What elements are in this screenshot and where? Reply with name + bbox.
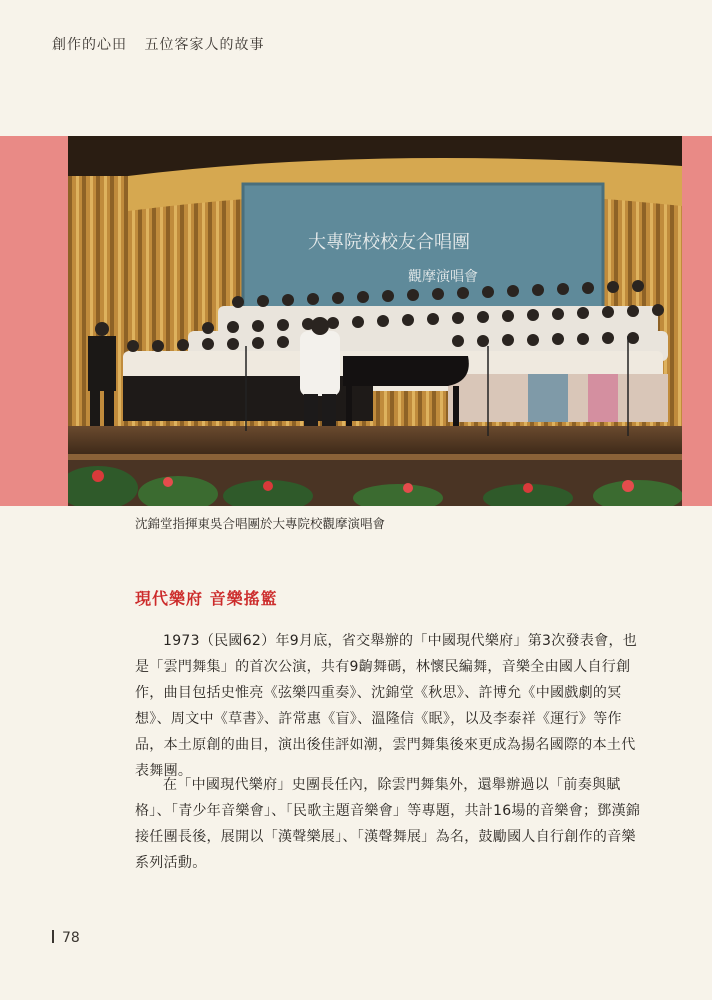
concert-photo: [68, 136, 682, 506]
folio-bar: [52, 930, 54, 943]
running-header: [52, 34, 264, 54]
book-title: 創作的心田: [52, 37, 127, 53]
chapter-title: 五位客家人的故事: [144, 37, 265, 53]
body-paragraph-1: 1973（民國62）年9月底，省交舉辦的「中國現代樂府」第3次發表會，也是「雲門舞集」的首次公演，共有9齣舞碼，林懷民編舞，音樂全由國人自行創作，曲目包括史惟亮《弦樂四重奏》、沈錦堂《秋思》、許博允《中國戲劇的冥想》、周文中《草書》、許常惠《盲》、溫隆信《眠》，以及李泰祥《運行》等作品，本土原創的曲目，演出後佳評如潮，雲門舞集後來更成為揚名國際的本土代表舞團。: [135, 633, 638, 779]
body-paragraph-2: 在「中國現代樂府」史團長任內，除雲門舞集外，還舉辦過以「前奏與賦格」、「青少年音樂會」、「民歌主題音樂會」等專題，共計16場的音樂會；鄧漢錦接任團長後，展開以「漢聲樂展」、「漢聲舞展」為名，鼓勵國人自行創作的音樂系列活動。: [135, 777, 641, 871]
backdrop-banner-line2: 觀摩演唱會: [408, 269, 478, 285]
page-number: [52, 930, 80, 946]
backdrop-banner-line1: 大專院校校友合唱團: [308, 232, 470, 253]
photo-caption: 沈錦堂指揮東吳合唱團於大專院校觀摩演唱會: [135, 516, 386, 531]
page-number-text: 78: [62, 930, 80, 946]
section-title: 現代樂府 音樂搖籃: [135, 589, 278, 608]
choir-stage-illustration: [68, 136, 682, 506]
